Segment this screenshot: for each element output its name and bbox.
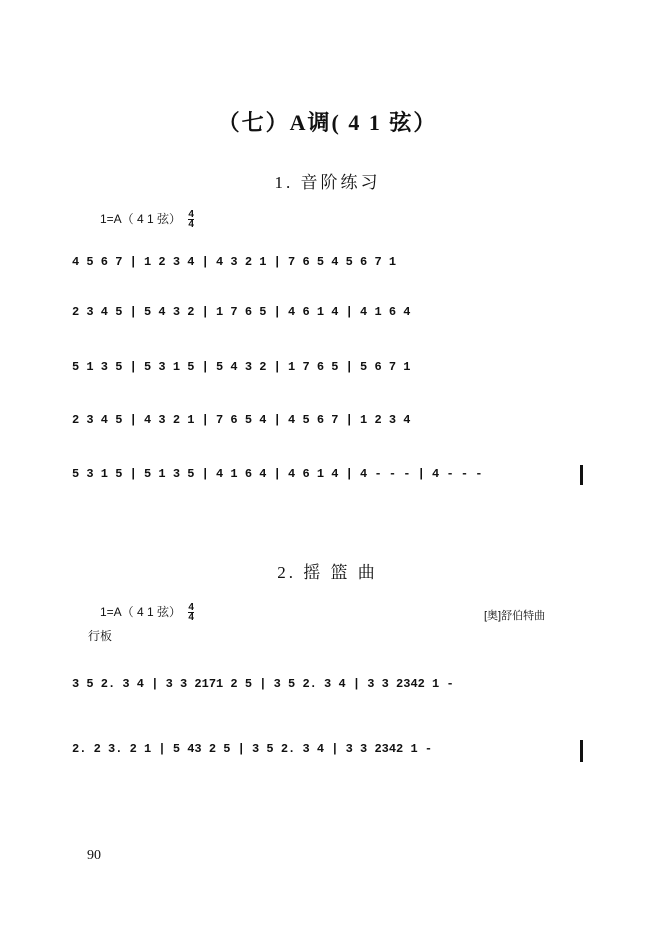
notation-line: 4 5 6 7 | 1 2 3 4 | 4 3 2 1 | 7 6 5 4 5 6 7 1 xyxy=(72,255,397,269)
notation-line: 2. 2 3. 2 1 | 5 43 2 5 | 3 5 2. 3 4 | 3 3 2342 1 - xyxy=(72,742,433,756)
page-title: （七）A调( 4 1 弦） xyxy=(217,110,438,135)
key-signature-text: 1=A（ 4 1 弦） xyxy=(100,212,182,226)
key-signature-text: 1=A（ 4 1 弦） xyxy=(100,605,182,619)
notation-line: 2 3 4 5 | 5 4 3 2 | 1 7 6 5 | 4 6 1 4 | 4 1 6 4 xyxy=(72,305,411,319)
key-signature-2 xyxy=(100,603,194,622)
section-heading-lullaby: 2. 摇 篮 曲 xyxy=(277,563,378,582)
notation-row xyxy=(72,413,592,439)
notation-row xyxy=(72,742,592,768)
time-signature-top: 4 xyxy=(188,209,194,221)
notation-line: 5 3 1 5 | 5 1 3 5 | 4 1 6 4 | 4 6 1 4 | 4 - - - | 4 - - - xyxy=(72,467,483,481)
final-barline xyxy=(580,740,583,762)
notation-row xyxy=(72,255,592,281)
time-signature xyxy=(188,210,194,229)
time-signature xyxy=(188,603,194,622)
notation-row xyxy=(72,360,592,386)
notation-row xyxy=(72,305,592,331)
section-heading-scale-practice: 1. 音阶练习 xyxy=(274,173,381,192)
composer-credit: [奥]舒伯特曲 xyxy=(484,610,546,622)
key-signature-1 xyxy=(100,210,194,229)
notation-line: 3 5 2. 3 4 | 3 3 2171 2 5 | 3 5 2. 3 4 | 3 3 2342 1 - xyxy=(72,677,454,691)
time-signature-bottom: 4 xyxy=(188,219,194,231)
time-signature-top: 4 xyxy=(188,602,194,614)
notation-line: 2 3 4 5 | 4 3 2 1 | 7 6 5 4 | 4 5 6 7 | 1 2 3 4 xyxy=(72,413,411,427)
page-number: 90 xyxy=(87,848,101,863)
time-signature-bottom: 4 xyxy=(188,612,194,624)
final-barline xyxy=(580,465,583,485)
tempo-marking: 行板 xyxy=(88,629,113,643)
notation-row xyxy=(72,677,592,703)
notation-row xyxy=(72,467,592,493)
notation-line: 5 1 3 5 | 5 3 1 5 | 5 4 3 2 | 1 7 6 5 | 5 6 7 1 xyxy=(72,360,411,374)
